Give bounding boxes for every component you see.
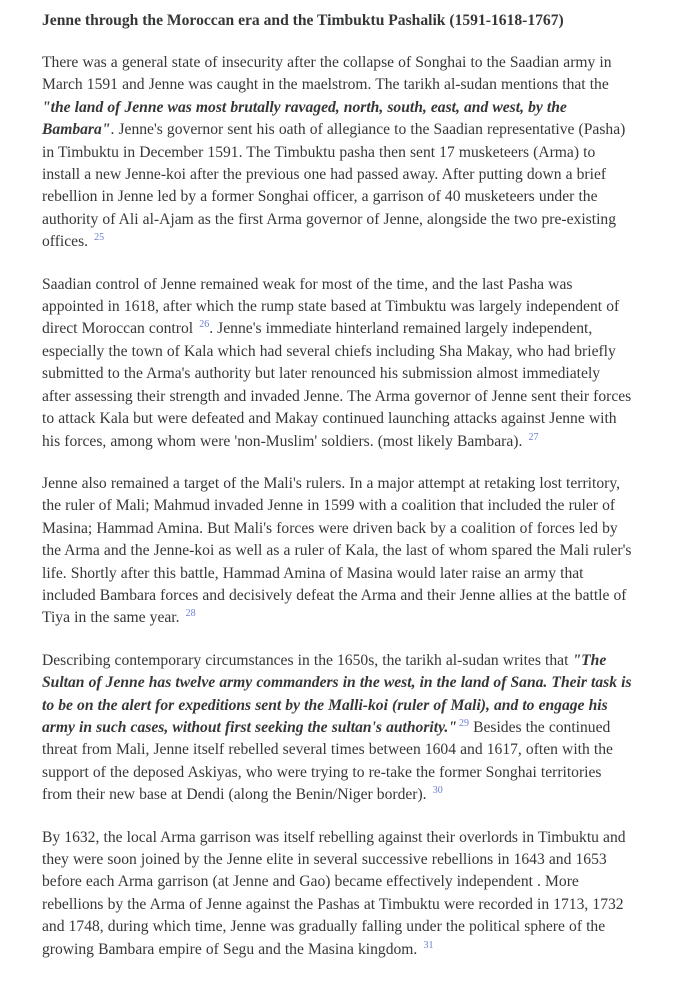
footnote-link-26[interactable]: 26: [199, 319, 210, 331]
footnote-link-30[interactable]: 30: [432, 785, 443, 797]
footnote-link-27[interactable]: 27: [528, 431, 539, 443]
article-body: [42, 10, 632, 981]
footnote-link-25[interactable]: 25: [94, 232, 105, 244]
footnote-link-28[interactable]: 28: [185, 608, 196, 620]
paragraph-2-text-a: Saadian control of Jenne remained weak for most of the time, and the last Pasha was appointed in 1618, after which the rump state based at Timbuktu was largely independent of direct Moroccan control: [42, 275, 620, 338]
paragraph-2-text-b: . Jenne's immediate hinterland remained largely independent, especially the town of Kala which had several chiefs including Sha Makay, who had briefly submitted to the Arma's authority but later renounced his submission almost immediately after assessing their strength and invaded Jenne. The Arma governor of Jenne sent their forces to attack Kala but were defeated and Makay continued launching attacks against Jenne with his forces, among whom were 'non-Muslim' soldiers. (most likely Bambara).: [42, 320, 632, 450]
paragraph-5: [42, 827, 632, 961]
paragraph-4: [42, 650, 632, 807]
paragraph-4-text-b: Besides the continued threat from Mali, Jenne itself rebelled several times between 1604 and 1617, often with the support of the deposed Askiyas, who were trying to re-take the former Songhai territories from their new base at Dendi (along the Benin/Niger border).: [42, 718, 613, 804]
footnote-link-31[interactable]: 31: [423, 939, 434, 951]
section-heading: Jenne through the Moroccan era and the Timbuktu Pashalik (1591-1618-1767): [42, 12, 564, 29]
paragraph-1-text-b: . Jenne's governor sent his oath of allegiance to the Saadian representative (Pasha) in Timbuktu in December 1591. The Timbuktu pasha then sent 17 musketeers (Arma) to install a new Jenne-koi after the previous one had passed away. After putting down a brief rebellion in Jenne led by a former Songhai officer, a garrison of 40 musketeers under the authority of Ali al-Ajam as the first Arma governor of Jenne, alongside the two pre-existing offices.: [42, 121, 626, 251]
paragraph-2: [42, 274, 632, 453]
paragraph-3-text: Jenne also remained a target of the Mali's rulers. In a major attempt at retaking lost territory, the ruler of Mali; Mahmud invaded Jenne in 1599 with a coalition that included the ruler of Masina; Hammad Amina. But Mali's forces were driven back by a coalition of forces led by the Arma and the Jenne-koi as well as a ruler of Kala, the last of whom spared the Mali ruler's life. Shortly after this battle, Hammad Amina of Masina would later raise an army that included Bambara forces and decisively defeat the Arma and their Jenne allies at the battle of Tiya in the same year.: [42, 474, 632, 627]
footnote-link-29[interactable]: 29: [458, 717, 469, 729]
paragraph-1-text-a: There was a general state of insecurity after the collapse of Songhai to the Saadian army in March 1591 and Jenne was caught in the maelstrom. The tarikh al-sudan mentions that the: [42, 54, 612, 94]
paragraph-4-text-a: Describing contemporary circumstances in the 1650s, the tarikh al-sudan writes that: [42, 651, 573, 669]
paragraph-3: [42, 473, 632, 630]
paragraph-5-text: By 1632, the local Arma garrison was itself rebelling against their overlords in Timbuktu and they were soon joined by the Jenne elite in several successive rebellions in 1643 and 1653 before each Arma garrison (at Jenne and Gao) became effectively independent . More rebellions by the Arma of Jenne against the Pashas at Timbuktu were recorded in 1713, 1732 and 1748, during which time, Jenne was gradually falling under the political sphere of the growing Bambara empire of Segu and the Masina kingdom.: [42, 828, 626, 958]
paragraph-1: [42, 52, 632, 254]
paragraph-4-quote: "The Sultan of Jenne has twelve army commanders in the west, in the land of Sana. Their task is to be on the alert for expeditions sent by the Malli-koi (ruler of Mali), and to engage his army in such cases, without first seeking the sultan's authority.": [42, 651, 632, 736]
paragraph-1-quote: "the land of Jenne was most brutally ravaged, north, south, east, and west, by the Bambara": [42, 98, 567, 139]
